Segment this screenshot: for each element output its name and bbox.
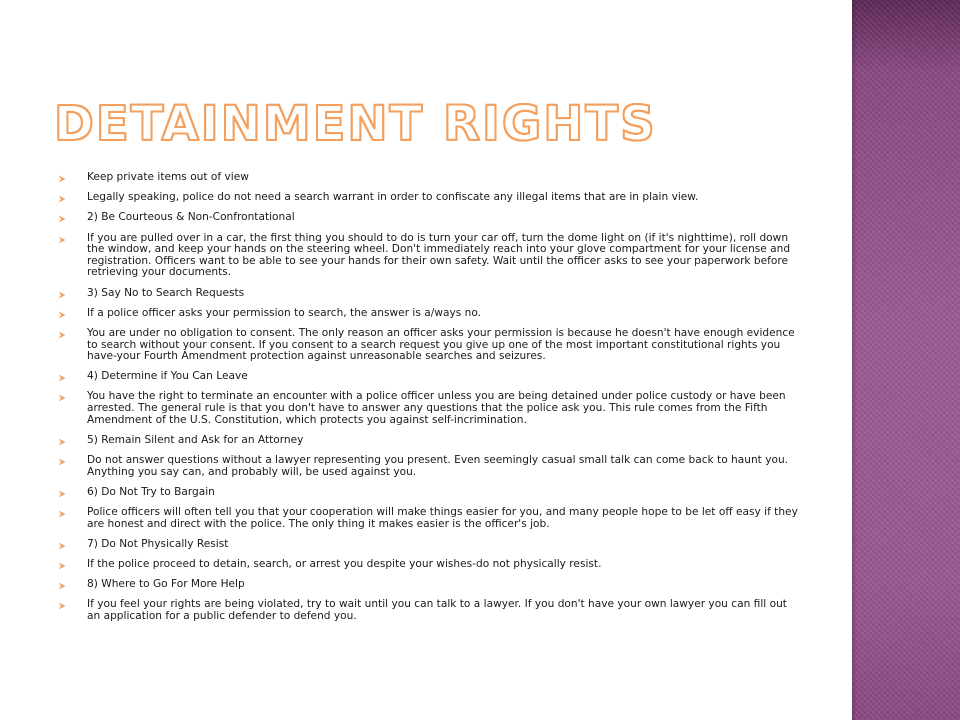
list-item-text: Legally speaking, police do not need a search warrant in order to confiscate any illegal items that are in plain view.: [87, 191, 699, 204]
arrow-bullet-icon: [58, 438, 66, 446]
list-item: [58, 599, 798, 622]
slide-title: DETAINMENT RIGHTS: [54, 96, 657, 152]
arrow-bullet-icon: [58, 374, 66, 382]
list-item-text: 8) Where to Go For More Help: [87, 578, 245, 591]
list-item: [58, 487, 798, 499]
list-item: [58, 559, 798, 571]
list-item: [58, 192, 798, 204]
list-item: [58, 539, 798, 551]
arrow-bullet-icon: [58, 490, 66, 498]
list-item-text: Do not answer questions without a lawyer representing you present. Even seemingly casual small talk can come back to haunt you. Anything you say can, and probably will, be used against you.: [87, 454, 789, 478]
arrow-bullet-icon: [58, 394, 66, 402]
list-item-text: Keep private items out of view: [87, 171, 249, 183]
list-item: [58, 579, 798, 591]
list-item: [58, 455, 798, 478]
list-item: [58, 212, 798, 224]
arrow-bullet-icon: [58, 562, 66, 570]
list-item-text: 5) Remain Silent and Ask for an Attorney: [87, 433, 304, 446]
arrow-bullet-icon: [58, 602, 66, 610]
list-item-text: You have the right to terminate an encounter with a police officer unless you are being detained under police custody or have been arrested. The general rule is that you don't have to answer any questions that the police ask you. This rule comes from the Fifth Amendment of the U.S. Constitution, which protects you against self-incrimination.: [87, 390, 786, 426]
list-item: [58, 371, 798, 383]
list-item-text: 6) Do Not Try to Bargain: [87, 485, 215, 498]
list-item-text: Police officers will often tell you that your cooperation will make things easier for you, and many people hope to be let off easy if they are honest and direct with the police. The only thing it makes easier is the officer's job.: [87, 506, 798, 530]
bullet-list: [58, 172, 798, 623]
arrow-bullet-icon: [58, 291, 66, 299]
arrow-bullet-icon: [58, 331, 66, 339]
list-item: [58, 288, 798, 300]
list-item-text: If the police proceed to detain, search, or arrest you despite your wishes-do not physically resist.: [87, 557, 602, 570]
arrow-bullet-icon: [58, 458, 66, 466]
arrow-bullet-icon: [58, 582, 66, 590]
list-item-text: 4) Determine if You Can Leave: [87, 370, 248, 383]
arrow-bullet-icon: [58, 215, 66, 223]
arrow-bullet-icon: [58, 195, 66, 203]
arrow-bullet-icon: [58, 542, 66, 550]
list-item: [58, 507, 798, 530]
list-item-text: 3) Say No to Search Requests: [87, 286, 245, 299]
list-item: [58, 391, 798, 426]
list-item: [58, 233, 798, 279]
arrow-bullet-icon: [58, 510, 66, 518]
arrow-bullet-icon: [58, 236, 66, 244]
list-item-text: 7) Do Not Physically Resist: [87, 537, 229, 550]
list-item-text: 2) Be Courteous & Non-Confrontational: [87, 211, 295, 224]
arrow-bullet-icon: [58, 311, 66, 319]
list-item: [58, 328, 798, 363]
list-item-text: If you feel your rights are being violated, try to wait until you can talk to a lawyer. If you don't have your own lawyer you can fill out an application for a public defender to defend you.: [87, 598, 787, 622]
list-item: [58, 172, 798, 184]
arrow-bullet-icon: [58, 175, 66, 183]
list-item-text: If a police officer asks your permission to search, the answer is a/ways no.: [87, 306, 482, 319]
sidebar-shadow: [852, 0, 857, 720]
list-item-text: If you are pulled over in a car, the first thing you should to do is turn your car off, turn the dome light on (if it's nighttime), roll down the window, and keep your hands on the steering wheel. Don't immediately reach into your glove compartment for your license and registration. Officers want to be able to see your hands for their own safety. Wait until the officer asks to see your paperwork before retrieving your documents.: [87, 231, 791, 279]
list-item: [58, 308, 798, 320]
decorative-sidebar: [852, 0, 960, 720]
list-item-text: You are under no obligation to consent. The only reason an officer asks your permission is because he doesn't have enough evidence to search without your consent. If you consent to a search request you give up one of the most important constitutional rights you have-your Fourth Amendment protection against unreasonable searches and seizures.: [87, 326, 795, 363]
list-item: [58, 435, 798, 447]
